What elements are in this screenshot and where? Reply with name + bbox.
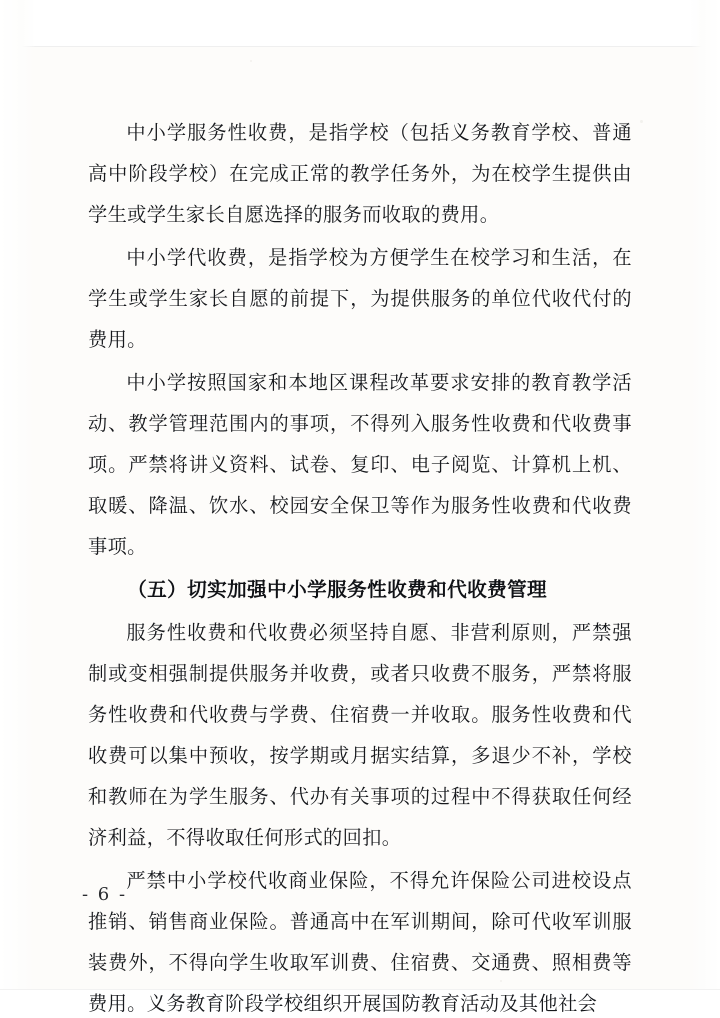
paragraph-2: 中小学代收费，是指学校为方便学生在校学习和生活，在学生或学生家长自愿的前提下，为提供服务的单位代收代付的费用。 (88, 246, 632, 351)
page-number: - 6 - (82, 884, 128, 905)
document-body (88, 112, 632, 1018)
paragraph-5: 服务性收费和代收费必须坚持自愿、非营利原则，严禁强制或变相强制提供服务并收费，或者只收费不服务，严禁将服务性收费和代收费与学费、住宿费一并收取。服务性收费和代收费可以集中预收，按学期或月据实结算，多退少不补，学校和教师在为学生服务、代办有关事项的过程中不得获取任何经济利益，不得收取任何形式的回扣。 (88, 621, 632, 849)
scan-edge-top (0, 0, 720, 47)
scan-edge-left (0, 0, 36, 1018)
scan-speck (640, 120, 643, 123)
paragraph-3: 中小学按照国家和本地区课程改革要求安排的教育教学活动、教学管理范围内的事项，不得列入服务性收费和代收费事项。严禁将讲义资料、试卷、复印、电子阅览、计算机上机、取暖、降温、饮水、校园安全保卫等作为服务性收费和代收费事项。 (88, 371, 632, 558)
scan-speck (250, 60, 252, 62)
scan-edge-right (690, 0, 720, 1018)
section-heading-five: （五）切实加强中小学服务性收费和代收费管理 (127, 578, 548, 601)
paragraph-1: 中小学服务性收费，是指学校（包括义务教育学校、普通高中阶段学校）在完成正常的教学任务外，为在校学生提供由学生或学生家长自愿选择的服务而收取的费用。 (88, 121, 632, 226)
paragraph-6: 严禁中小学校代收商业保险，不得允许保险公司进校设点推销、销售商业保险。普通高中在军训期间，除可代收军训服装费外，不得向学生收取军训费、住宿费、交通费、照相费等费用。义务教育阶段学校组织开展国防教育活动及其他社会 (88, 869, 632, 1015)
